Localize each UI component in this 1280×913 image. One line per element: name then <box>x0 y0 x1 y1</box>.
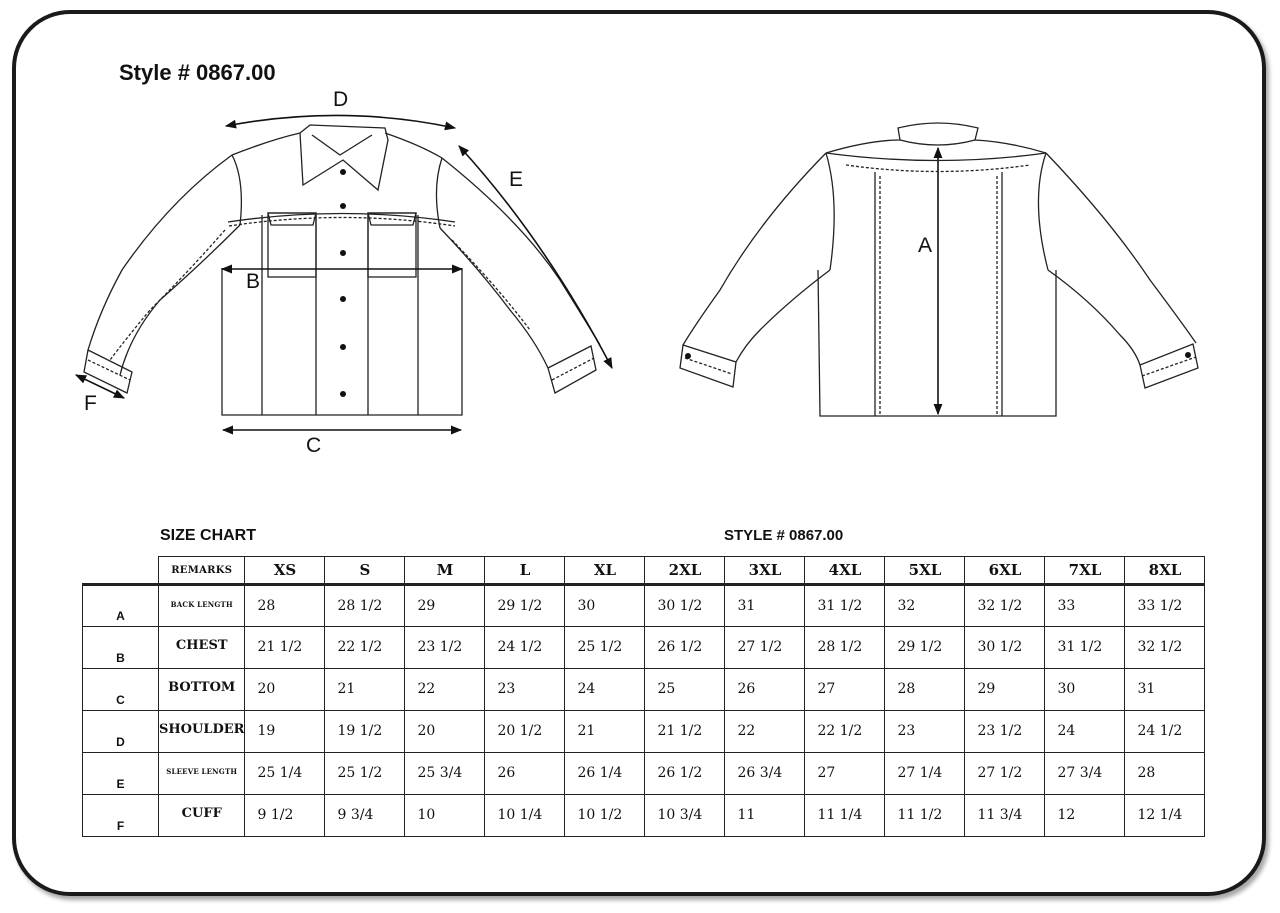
measurement-cell: 23 1/2 <box>965 711 1045 753</box>
measurement-cell: 27 <box>805 753 885 795</box>
size-header-row <box>83 557 1205 585</box>
measurement-cell: 11 3/4 <box>965 795 1045 837</box>
size-header: 2XL <box>645 557 725 585</box>
measurement-cell: 12 <box>1045 795 1125 837</box>
measurement-cell: 27 1/2 <box>725 627 805 669</box>
label-e: E <box>509 168 524 191</box>
row-remark: SLEEVE LENGTH <box>159 753 245 795</box>
measurement-cell: 25 1/4 <box>245 753 325 795</box>
header-corner <box>83 557 159 585</box>
row-remark: CUFF <box>159 795 245 837</box>
measurement-cell: 21 <box>565 711 645 753</box>
row-letter: E <box>83 753 159 795</box>
label-f: F <box>84 392 97 415</box>
measurement-cell: 31 1/2 <box>1045 627 1125 669</box>
measurement-cell: 10 3/4 <box>645 795 725 837</box>
table-row <box>83 669 1205 711</box>
measurement-cell: 28 <box>1125 753 1205 795</box>
size-header: 7XL <box>1045 557 1125 585</box>
measurement-cell: 22 1/2 <box>805 711 885 753</box>
measurement-cell: 31 1/2 <box>805 585 885 627</box>
measurement-cell: 20 1/2 <box>485 711 565 753</box>
row-remark: BOTTOM <box>159 669 245 711</box>
measurement-cell: 28 <box>245 585 325 627</box>
measurement-cell: 23 <box>885 711 965 753</box>
measurement-cell: 26 1/4 <box>565 753 645 795</box>
measurement-cell: 27 3/4 <box>1045 753 1125 795</box>
measurement-cell: 30 1/2 <box>645 585 725 627</box>
size-header: 3XL <box>725 557 805 585</box>
measurement-cell: 29 <box>405 585 485 627</box>
measurement-cell: 29 1/2 <box>885 627 965 669</box>
measurement-cell: 23 <box>485 669 565 711</box>
size-header: 5XL <box>885 557 965 585</box>
measurement-cell: 20 <box>405 711 485 753</box>
measurement-cell: 19 1/2 <box>325 711 405 753</box>
measurement-cell: 21 <box>325 669 405 711</box>
measurement-cell: 10 1/2 <box>565 795 645 837</box>
measurement-cell: 25 3/4 <box>405 753 485 795</box>
measurement-cell: 27 <box>805 669 885 711</box>
measurement-cell: 26 3/4 <box>725 753 805 795</box>
size-chart-table <box>82 556 1205 837</box>
remarks-header: REMARKS <box>159 557 245 585</box>
measurement-cell: 24 <box>1045 711 1125 753</box>
measurement-cell: 24 1/2 <box>1125 711 1205 753</box>
row-remark: SHOULDER <box>159 711 245 753</box>
measurement-cell: 21 1/2 <box>645 711 725 753</box>
measurement-cell: 11 1/4 <box>805 795 885 837</box>
measurement-cell: 11 1/2 <box>885 795 965 837</box>
measurement-cell: 12 1/4 <box>1125 795 1205 837</box>
jacket-back-drawing <box>680 123 1198 416</box>
measurement-cell: 29 1/2 <box>485 585 565 627</box>
measurement-cell: 25 1/2 <box>325 753 405 795</box>
size-chart-style: STYLE # 0867.00 <box>724 527 844 544</box>
table-row <box>83 795 1205 837</box>
size-header: M <box>405 557 485 585</box>
size-header: 6XL <box>965 557 1045 585</box>
measurement-cell: 25 <box>645 669 725 711</box>
measurement-cell: 24 1/2 <box>485 627 565 669</box>
measurement-cell: 30 <box>1045 669 1125 711</box>
table-row <box>83 711 1205 753</box>
measurement-cell: 10 <box>405 795 485 837</box>
table-row <box>83 585 1205 627</box>
size-header: 8XL <box>1125 557 1205 585</box>
label-a: A <box>918 234 933 257</box>
row-letter: D <box>83 711 159 753</box>
size-header: S <box>325 557 405 585</box>
measurement-cell: 24 <box>565 669 645 711</box>
style-title: Style # 0867.00 <box>119 60 276 85</box>
measurement-cell: 26 1/2 <box>645 627 725 669</box>
label-c: C <box>306 434 322 457</box>
measurement-cell: 26 1/2 <box>645 753 725 795</box>
size-chart-body <box>83 585 1205 837</box>
measurement-cell: 31 <box>725 585 805 627</box>
size-chart-title: SIZE CHART <box>160 527 256 544</box>
measurement-cell: 27 1/4 <box>885 753 965 795</box>
measurement-cell: 30 1/2 <box>965 627 1045 669</box>
table-row <box>83 627 1205 669</box>
measurement-cell: 32 1/2 <box>1125 627 1205 669</box>
measurement-cell: 21 1/2 <box>245 627 325 669</box>
table-row <box>83 753 1205 795</box>
measure-arrows <box>76 115 938 430</box>
size-header: XS <box>245 557 325 585</box>
row-letter: C <box>83 669 159 711</box>
measurement-cell: 32 1/2 <box>965 585 1045 627</box>
size-header: L <box>485 557 565 585</box>
measurement-cell: 26 <box>485 753 565 795</box>
measurement-cell: 32 <box>885 585 965 627</box>
row-remark: BACK LENGTH <box>159 585 245 627</box>
label-d: D <box>333 88 349 111</box>
measurement-cell: 27 1/2 <box>965 753 1045 795</box>
measurement-cell: 33 1/2 <box>1125 585 1205 627</box>
size-header: 4XL <box>805 557 885 585</box>
measurement-cell: 9 1/2 <box>245 795 325 837</box>
row-letter: A <box>83 585 159 627</box>
measurement-cell: 26 <box>725 669 805 711</box>
measurement-cell: 9 3/4 <box>325 795 405 837</box>
measurement-cell: 20 <box>245 669 325 711</box>
measurement-cell: 11 <box>725 795 805 837</box>
measurement-cell: 30 <box>565 585 645 627</box>
measurement-cell: 25 1/2 <box>565 627 645 669</box>
measurement-cell: 28 <box>885 669 965 711</box>
front-buttons <box>340 169 346 397</box>
measurement-cell: 22 1/2 <box>325 627 405 669</box>
measurement-cell: 19 <box>245 711 325 753</box>
measurement-cell: 22 <box>405 669 485 711</box>
measurement-cell: 31 <box>1125 669 1205 711</box>
row-letter: F <box>83 795 159 837</box>
row-letter: B <box>83 627 159 669</box>
row-remark: CHEST <box>159 627 245 669</box>
measurement-cell: 23 1/2 <box>405 627 485 669</box>
measurement-cell: 29 <box>965 669 1045 711</box>
measurement-cell: 33 <box>1045 585 1125 627</box>
measurement-cell: 10 1/4 <box>485 795 565 837</box>
measurement-cell: 28 1/2 <box>805 627 885 669</box>
size-header: XL <box>565 557 645 585</box>
label-b: B <box>246 270 261 293</box>
measurement-cell: 22 <box>725 711 805 753</box>
measurement-cell: 28 1/2 <box>325 585 405 627</box>
